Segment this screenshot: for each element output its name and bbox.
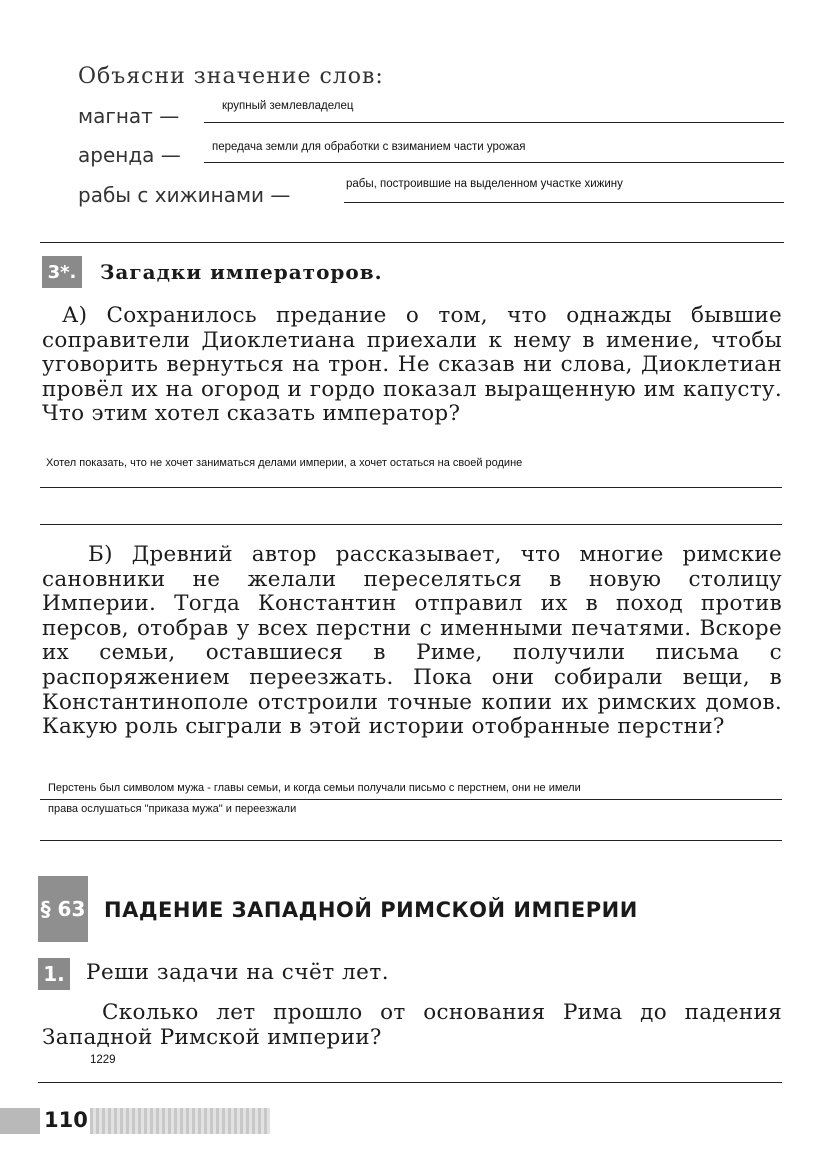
task1-answer: 1229 [90, 1054, 116, 1066]
vocab-answer-magnat: крупный землевладелец [222, 100, 354, 112]
task3-part-b-answer-1: Перстень был символом мужа - главы семьи, и когда семьи получали письмо с перстнем, они не имели [48, 782, 581, 794]
footer-decoration [90, 1108, 270, 1134]
section-badge: § 63 [38, 876, 88, 942]
vocab-line-extra [40, 242, 784, 243]
task3-part-b-answer-2: права ослушаться "приказа мужа" и переезжали [48, 803, 297, 815]
vocab-line-magnat [204, 122, 784, 123]
task3-part-a-line1 [40, 487, 782, 488]
task1-badge: 1. [38, 958, 70, 990]
vocab-answer-raby: рабы, построившие на выделенном участке хижину [346, 178, 623, 190]
task3-part-b-text: Б) Древний автор рассказывает, что многие римские сановники не желали переселяться в новую столицу Империи. Тогда Константин отправил их в поход против персов, отобрав у всех перстни с именными печатями. Вскоре их семьи, оставшиеся в Риме, получили письма с распоряжением переезжать. Пока они собирали вещи, в Константинополе отстроили точные копии их римских домов. Какую роль сыграли в этой истории отобранные перстни? [42, 542, 782, 740]
task3-badge: 3*. [42, 256, 82, 288]
vocab-term-raby: рабы с хижинами — [78, 183, 291, 207]
task3-part-a-answer: Хотел показать, что не хочет заниматься делами империи, а хочет остаться на своей родине [46, 457, 523, 469]
task3-part-a-line2 [40, 524, 782, 525]
vocab-term-arenda: аренда — [78, 143, 181, 167]
vocab-heading: Объясни значение слов: [78, 64, 384, 89]
task1-line [38, 1082, 782, 1083]
task3-part-b-line2 [40, 840, 782, 841]
footer-left-strip [0, 1108, 40, 1134]
task3-part-b-line1 [40, 799, 782, 800]
task1-title: Реши задачи на счёт лет. [86, 960, 390, 985]
section-title: ПАДЕНИЕ ЗАПАДНОЙ РИМСКОЙ ИМПЕРИИ [104, 898, 638, 922]
vocab-answer-arenda: передача земли для обработки с взиманием части урожая [212, 141, 526, 153]
page-number: 110 [44, 1108, 88, 1132]
task1-question: Сколько лет прошло от основания Рима до падения Западной Римской империи? [42, 1000, 782, 1050]
vocab-line-raby [344, 202, 784, 203]
task3-part-a-text: А) Сохранилось предание о том, что однажды бывшие соправители Диоклетиана приехали к нему в имение, чтобы уговорить вернуться на трон. Не сказав ни слова, Диоклетиан провёл их на огород и гордо показал выращенную им капусту. Что этим хотел сказать император? [42, 303, 782, 427]
vocab-line-arenda [204, 162, 784, 163]
vocab-term-magnat: магнат — [78, 104, 180, 128]
task3-title: Загадки императоров. [100, 260, 383, 284]
